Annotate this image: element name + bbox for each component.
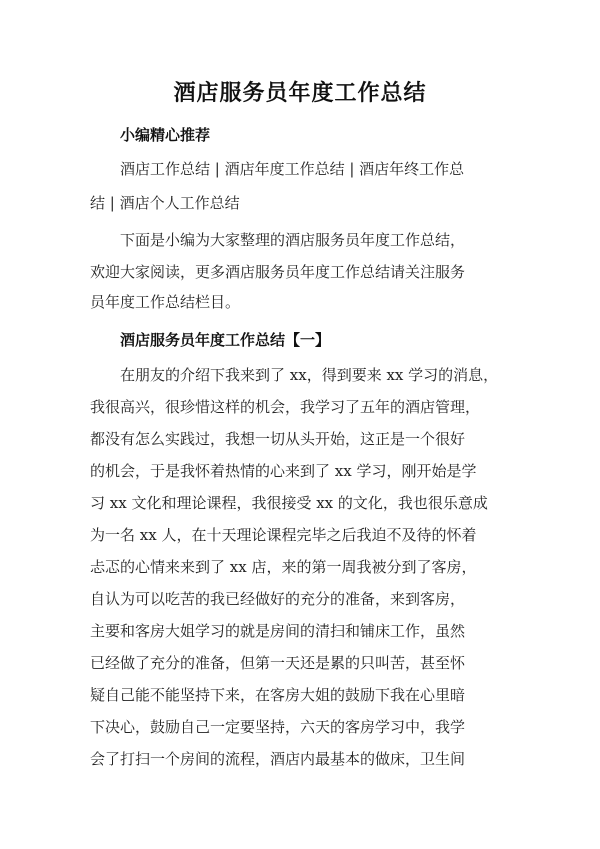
body-line: 下决心，鼓励自己一定要坚持，六天的客房学习中，我学 [90, 718, 466, 736]
intro-line: 员年度工作总结栏目。 [90, 293, 241, 311]
recommend-line[interactable]: 酒店工作总结 | 酒店年度工作总结 | 酒店年终工作总 [120, 160, 465, 178]
document-title: 酒店服务员年度工作总结 [173, 80, 427, 106]
body-line: 都没有怎么实践过，我想一切从头开始，这正是一个很好 [90, 430, 466, 448]
intro-line: 下面是小编为大家整理的酒店服务员年度工作总结， [120, 231, 466, 249]
body-line: 已经做了充分的准备，但第一天还是累的只叫苦，甚至怀 [90, 654, 466, 672]
body-line: 主要和客房大姐学习的就是房间的清扫和铺床工作，虽然 [90, 622, 466, 640]
body-line: 自认为可以吃苦的我已经做好的充分的准备，来到客房， [90, 590, 466, 608]
recommend-heading: 小编精心推荐 [120, 126, 211, 144]
body-line: 我很高兴，很珍惜这样的机会，我学习了五年的酒店管理， [90, 398, 481, 416]
body-line: 会了打扫一个房间的流程，酒店内最基本的做床，卫生间 [90, 750, 466, 768]
body-line: 在朋友的介绍下我来到了 xx，得到要来 xx 学习的消息， [120, 366, 499, 384]
body-line: 忐忑的心情来来到了 xx 店，来的第一周我被分到了客房， [90, 558, 477, 576]
body-line: 为一名 xx 人，在十天理论课程完毕之后我迫不及待的怀着 [90, 526, 477, 544]
section-heading: 酒店服务员年度工作总结【一】 [120, 331, 331, 349]
intro-line: 欢迎大家阅读，更多酒店服务员年度工作总结请关注服务 [90, 263, 466, 281]
body-line: 习 xx 文化和理论课程，我很接受 xx 的文化，我也很乐意成 [90, 494, 488, 512]
body-line: 疑自己能不能坚持下来，在客房大姐的鼓励下我在心里暗 [90, 686, 466, 704]
recommend-line[interactable]: 结 | 酒店个人工作总结 [90, 194, 240, 212]
body-line: 的机会，于是我怀着热情的心来到了 xx 学习，刚开始是学 [90, 462, 477, 480]
